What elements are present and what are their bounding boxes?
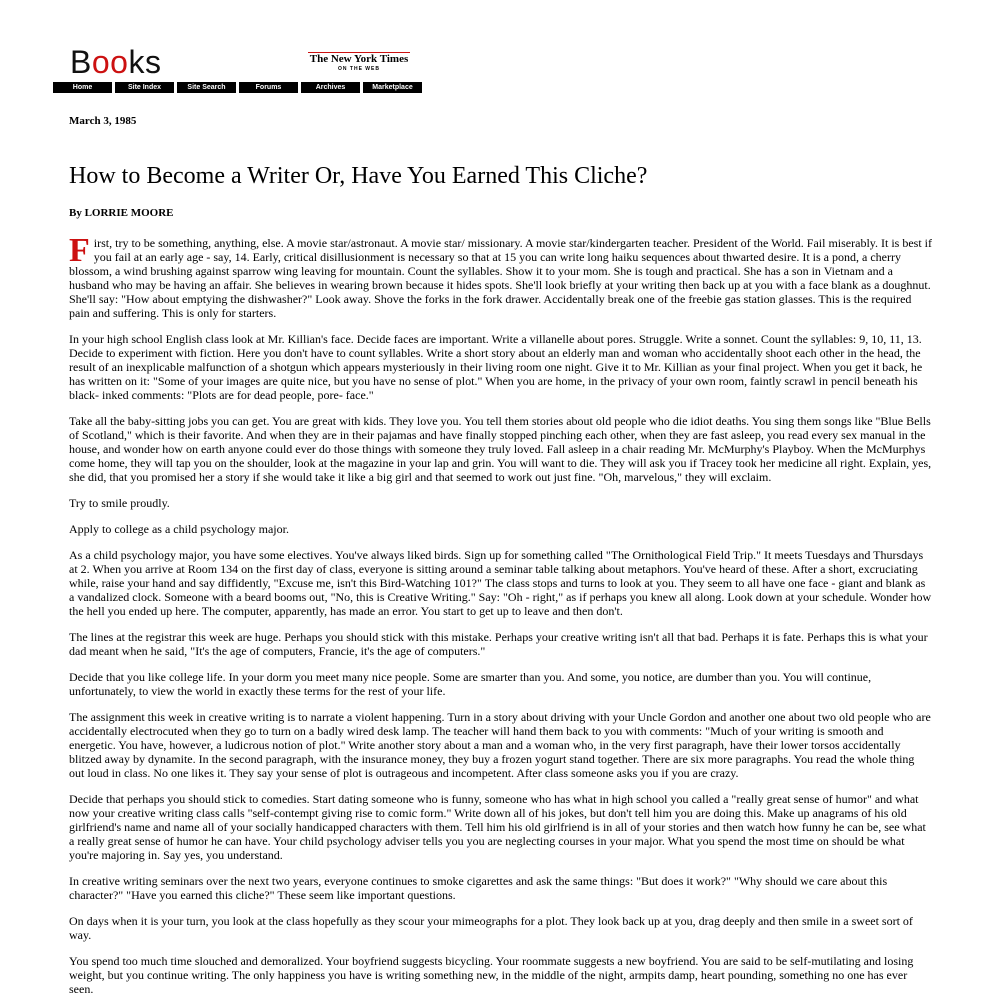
article-paragraph: Decide that you like college life. In your dorm you meet many nice people. Some are smarter than you. And some, you notice, are dumber than you. You will continue, unfortunately, to view the world in exactly these terms for the rest of your life. — [69, 670, 872, 698]
article-paragraph: You spend too much time slouched and demoralized. Your boyfriend suggests bicycling. Your roommate suggests a new boyfriend. You are said to be self-mutilating and losing weight, but you continue writing. The only happiness you have is writing something new, in the middle of the night, armpits damp, heart pounding, something no one has ever seen. — [69, 954, 914, 996]
nav-forums-button[interactable]: Forums — [239, 82, 298, 93]
nav-marketplace-button[interactable]: Marketplace — [363, 82, 422, 93]
books-logo[interactable] — [70, 44, 161, 80]
article-paragraph: The assignment this week in creative writing is to narrate a violent happening. Turn in a story about driving with your Uncle Gordon and another one about two old people who are accidentally electrocuted when they go to turn on a badly wired desk lamp. The teacher will hand them back to you with comments: "Much of your writing is smooth and energetic. You have, however, a ludicrous notion of plot." Write another story about a man and a woman who, in the very first paragraph, have their lower torsos accidentally blitzed away by dynamite. In the second paragraph, with the insurance money, they buy a frozen yogurt stand together. There are six more paragraphs. You read the whole thing out loud in class. No one likes it. They say your sense of plot is outrageous and incompetent. After class someone asks you if you are crazy. — [69, 710, 931, 780]
article-headline: How to Become a Writer Or, Have You Earned This Cliche? — [69, 163, 648, 189]
article-paragraph: In creative writing seminars over the next two years, everyone continues to smoke cigarettes and ask the same things: "But does it work?" "Why should we care about this character?" "Have you earned this cliche?" These seem like important questions. — [69, 874, 888, 902]
article-paragraph: Apply to college as a child psychology major. — [69, 522, 289, 536]
nyt-logo-title: The New York Times — [309, 53, 409, 65]
masthead — [53, 44, 423, 96]
byline-prefix: By — [69, 207, 85, 219]
nav-home-button[interactable]: Home — [53, 82, 112, 93]
article-byline — [69, 206, 932, 220]
nav-site-index-button[interactable]: Site Index — [115, 82, 174, 93]
article-paragraph: On days when it is your turn, you look at the class hopefully as they scour your mimeographs for a plot. They look back up at you, drag deeply and then smile in a sweet sort of way. — [69, 914, 913, 942]
article-paragraph: Decide that perhaps you should stick to comedies. Start dating someone who is funny, someone who has what in high school you called a "really great sense of humor" and what now your creative writing class calls "self-contempt giving rise to comic form." Write down all of his jokes, but don't tell him you are doing this. Make up anagrams of his old girlfriend's name and name all of your socially handicapped characters with them. Tell him his old girlfriend is in all of your stories and then watch how funny he can be, see what a really great sense of humor he can have. Your child psychology adviser tells you you are neglecting courses in your major. What you spend the most time on should be what you're majoring in. Say yes, you understand. — [69, 792, 926, 862]
nav-site-search-button[interactable]: Site Search — [177, 82, 236, 93]
article-paragraph: As a child psychology major, you have some electives. You've always liked birds. Sign up for something called "The Ornithological Field Trip." It meets Tuesdays and Thursdays at 2. When you arrive at Room 134 on the first day of class, everyone is sitting around a seminar table talking about metaphors. You've heard of these. After a short, excruciating while, raise your hand and say diffidently, "Excuse me, isn't this Bird-Watching 101?" The class stops and turns to look at you. They seem to all have one face - giant and blank as a vandalized clock. Someone with a beard booms out, "No, this is Creative Writing." Say: "Oh - right," as if perhaps you knew all along. Look down at your schedule. Wonder how the hell you ended up here. The computer, apparently, has made an error. You start to get up to leave and then don't. — [69, 548, 932, 618]
books-logo-b: B — [70, 44, 92, 80]
nyt-logo-subtitle: ON THE WEB — [338, 66, 380, 72]
article-paragraph: In your high school English class look at Mr. Killian's face. Decide faces are important. Write a villanelle about pores. Struggle. Write a sonnet. Count the syllables: 9, 10, 11, 13. Decide to experiment with fiction. Here you don't have to count syllables. Write a short story about an elderly man and woman who accidentally shoot each other in the head, the result of an inexplicable malfunction of a shotgun which appears mysteriously in their living room one night. Give it to Mr. Killian as your final project. When you get it back, he has written on it: "Some of your images are quite nice, but you have no sense of plot." When you are home, in the privacy of your own room, faintly scrawl in pencil beneath his black- inked comments: "Plots are for dead people, pore- face." — [69, 332, 923, 402]
article-paragraph: Try to smile proudly. — [69, 496, 170, 510]
nav-bar — [53, 82, 425, 93]
article-paragraph: Take all the baby-sitting jobs you can get. You are great with kids. They love you. You tell them stories about old people who die idiot deaths. You sing them songs like "Blue Bells of Scotland," which is their favorite. And when they are in their pajamas and have finally stopped pinching each other, when they are fast asleep, you read every sex manual in the house, and wonder how on earth anyone could ever do those things with someone they truly loved. Fall asleep in a chair reading Mr. McMurphy's Playboy. When the McMurphys come home, they will tap you on the shoulder, look at the magazine in your lap and grin. You will want to die. They will ask you if Tracey took her medicine all right. Explain, yes, she did, that you promised her a story if she would take it like a big girl and that seemed to work out just fine. "Oh, marvelous," they will exclaim. — [69, 414, 932, 484]
nyt-logo[interactable] — [308, 52, 410, 73]
article-body — [69, 232, 933, 996]
books-logo-oo: oo — [91, 44, 129, 80]
article-paragraph — [69, 232, 933, 320]
byline-author: LORRIE MOORE — [84, 207, 174, 219]
books-logo-ks: ks — [128, 44, 162, 80]
nav-archives-button[interactable]: Archives — [301, 82, 360, 93]
article-date: March 3, 1985 — [69, 115, 137, 127]
article-paragraph: The lines at the registrar this week are huge. Perhaps you should stick with this mistake. Perhaps your creative writing isn't all that bad. Perhaps it is fate. Perhaps this is what your dad meant when he said, "It's the age of computers, Francie, it's the age of computers." — [69, 630, 928, 658]
paragraph-text: irst, try to be something, anything, else. A movie star/astronaut. A movie star/ missionary. A movie star/kindergarten teacher. President of the World. Fail miserably. It is best if you fail at an early age - say, 14. Early, critical disillusionment is necessary so that at 15 you can write long haiku sequences about thwarted desire. It is a pond, a cherry blossom, a wind brushing against sparrow wing leaving for mountain. Count the syllables. Show it to your mom. She is tough and practical. She has a son in Vietnam and a husband who may be having an affair. She believes in wearing brown because it hides spots. She'll look briefly at your writing then back up at you with a face blank as a doughnut. She'll say: "How about emptying the dishwasher?" Look away. Shove the forks in the fork drawer. Accidentally break one of the freebie gas station glasses. This is the required pain and suffering. This is only for starters. — [69, 236, 933, 320]
drop-cap: F — [69, 232, 90, 269]
article — [69, 114, 932, 1008]
